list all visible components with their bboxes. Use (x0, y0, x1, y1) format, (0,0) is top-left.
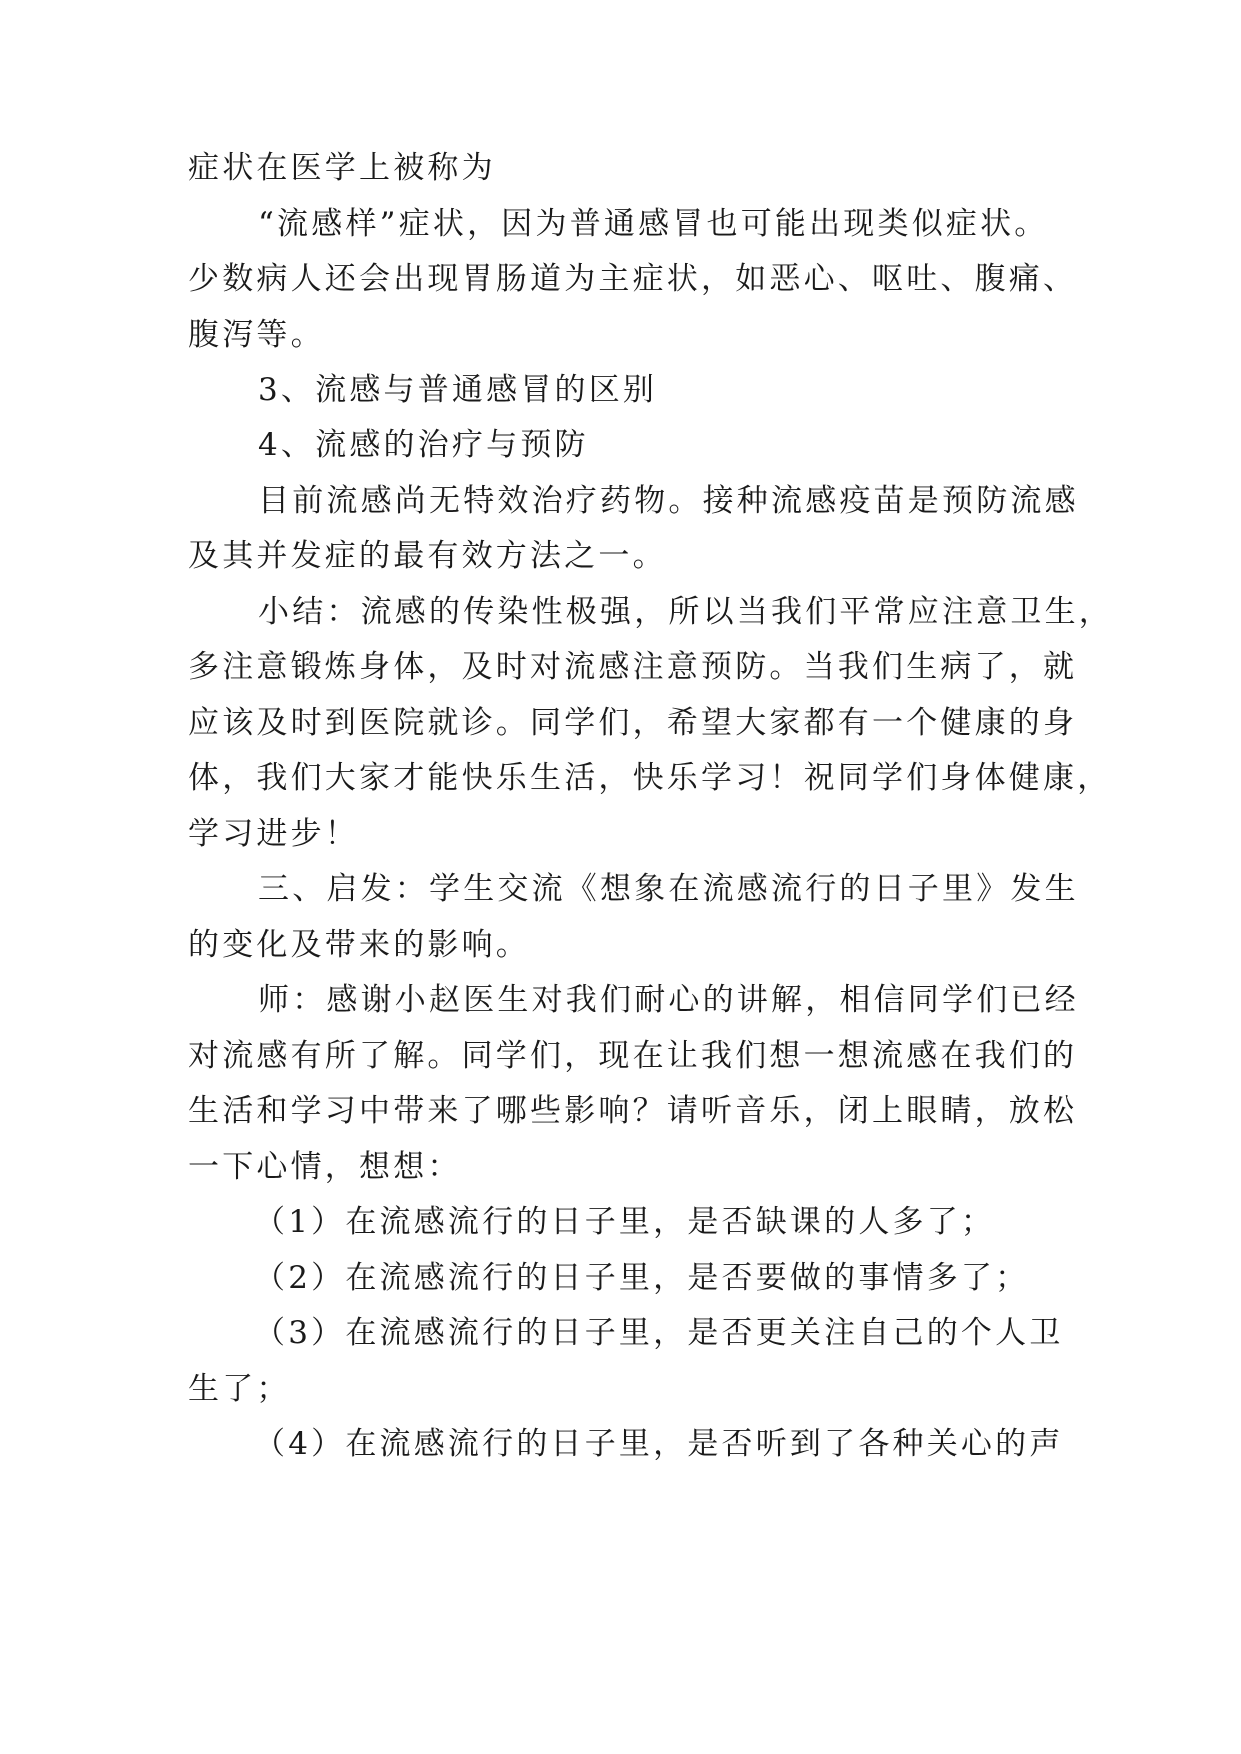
text-line: （4）在流感流行的日子里，是否听到了各种关心的声 (254, 1426, 1064, 1462)
text-line: 体，我们大家才能快乐生活，快乐学习！祝同学们身体健康， (188, 760, 1112, 796)
text-line: 腹泻等。 (188, 317, 325, 353)
text-line: 症状在医学上被称为 (188, 150, 496, 186)
text-line: 及其并发症的最有效方法之一。 (188, 538, 667, 574)
text-line: 生活和学习中带来了哪些影响？请听音乐，闭上眼睛，放松 (188, 1093, 1078, 1129)
text-line: 师：感谢小赵医生对我们耐心的讲解，相信同学们已经 (258, 982, 1079, 1018)
text-line: 少数病人还会出现胃肠道为主症状，如恶心、呕吐、腹痛、 (188, 261, 1078, 297)
text-line: （1）在流感流行的日子里，是否缺课的人多了； (254, 1204, 996, 1240)
text-line: 4、流感的治疗与预防 (258, 427, 589, 463)
text-line: 一下心情，想想： (188, 1149, 462, 1185)
text-line: 应该及时到医院就诊。同学们，希望大家都有一个健康的身 (188, 705, 1078, 741)
text-line: “流感样”症状，因为普通感冒也可能出现类似症状。 (258, 206, 1049, 242)
text-line: 目前流感尚无特效治疗药物。接种流感疫苗是预防流感 (258, 483, 1079, 519)
text-line: 生了； (188, 1371, 291, 1407)
text-line: 多注意锻炼身体，及时对流感注意预防。当我们生病了，就 (188, 649, 1078, 685)
text-line: 的变化及带来的影响。 (188, 927, 530, 963)
text-line: 学习进步！ (188, 816, 359, 852)
text-line: 3、流感与普通感冒的区别 (258, 372, 658, 408)
text-line: （2）在流感流行的日子里，是否要做的事情多了； (254, 1260, 1030, 1296)
text-line: 三、启发：学生交流《想象在流感流行的日子里》发生 (258, 871, 1079, 907)
text-line: （3）在流感流行的日子里，是否更关注自己的个人卫 (254, 1315, 1064, 1351)
text-line: 小结：流感的传染性极强，所以当我们平常应注意卫生， (258, 594, 1113, 630)
text-line: 对流感有所了解。同学们，现在让我们想一想流感在我们的 (188, 1038, 1078, 1074)
